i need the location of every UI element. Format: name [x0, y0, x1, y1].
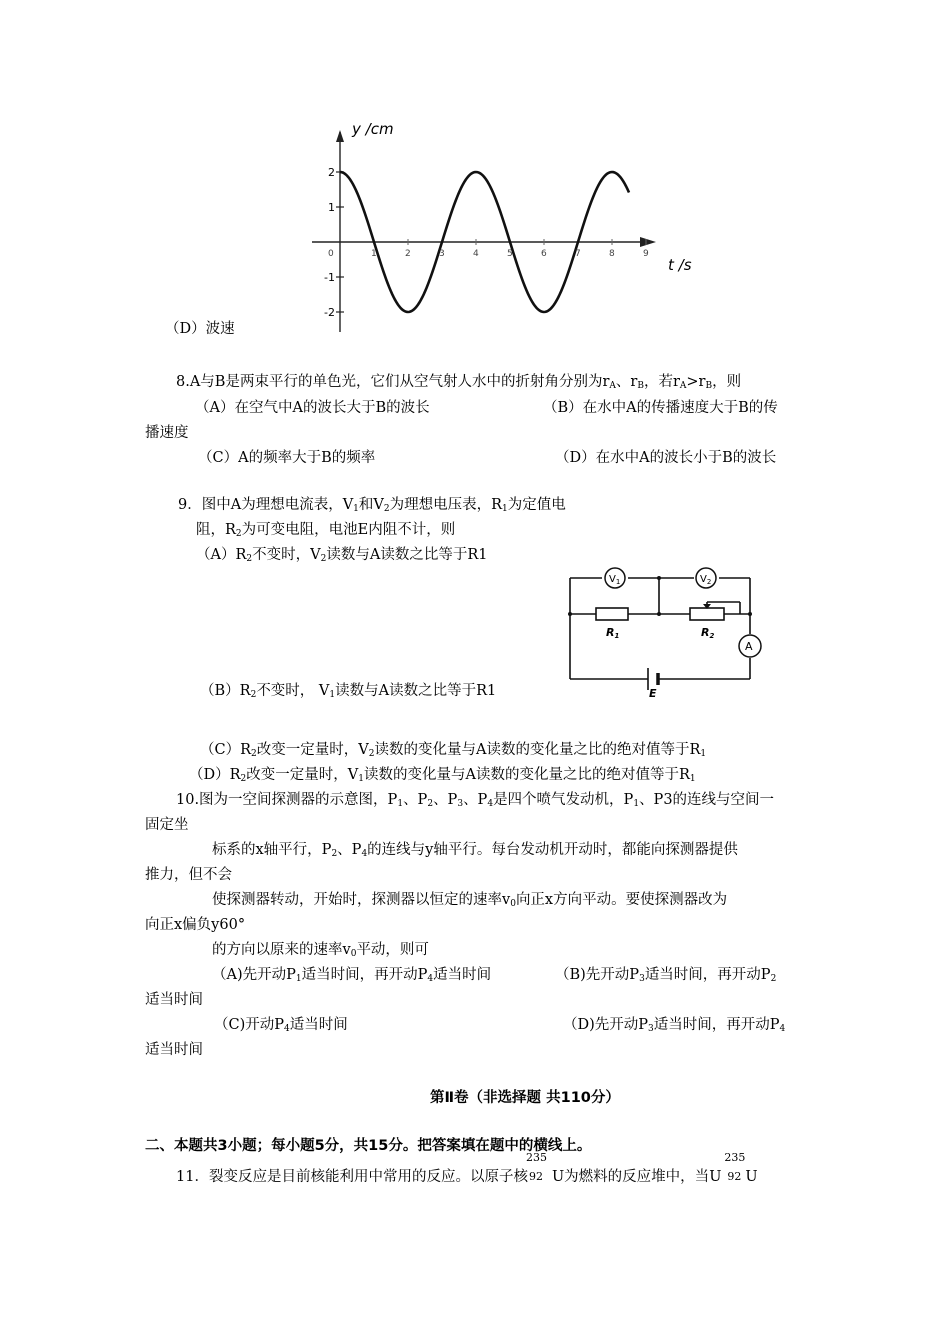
- q8-stem: 8.A与B是两束平行的单色光，它们从空气射人水中的折射角分别为$r_A$、$r_B$，若$r_A>r_B$，则: [176, 374, 742, 391]
- x-tick-label: 7: [575, 249, 581, 259]
- q11-stem: 11．裂变反应是目前核能利用中常用的反应。以原子核 235 92 U为燃料的反应堆中，当U 235 92 U: [176, 1151, 758, 1185]
- q10-line3: 标系的x轴平行，$P_2$、$P_4$的连线与y轴平行。每台发动机开动时，都能向探测器提供: [212, 842, 738, 859]
- q10-option-d: （D)先开动$P_3$适当时间，再开动$P_4$: [563, 1017, 786, 1034]
- svg-text:V1: $V_1$: [609, 574, 621, 586]
- q10-option-b-continued: 适当时间: [145, 992, 203, 1008]
- y-tick-label: 1: [328, 201, 335, 214]
- x-tick-label: 0: [328, 249, 334, 259]
- svg-text:R2: R2: [701, 626, 715, 640]
- q10-line6: 向正x偏负y60°: [145, 917, 246, 933]
- q10-line4: 推力，但不会: [145, 867, 232, 883]
- x-tick-label: 2: [405, 249, 411, 259]
- q9-option-a: $(A)R_2$不变时，$V_2$读数与A读数之比等于R1: [196, 547, 488, 564]
- q10-line2: 固定坐: [145, 817, 189, 833]
- x-tick-label: 6: [541, 249, 547, 259]
- q9-stem-line2: 阻，$R_2$为可变电阻，电池E内阻不计，则: [196, 522, 456, 539]
- svg-text:A: A: [745, 640, 753, 653]
- x-tick-label: 9: [643, 249, 649, 259]
- q8-option-d: （D）在水中A的波长小于B的波长: [555, 450, 777, 466]
- q10-line1: 10.图为一空间探测器的示意图，$P_1$、$P_2$、$P_3$、$P_4$是四个喷气发动机，$P_1$、P3的连线与空间一: [176, 792, 775, 809]
- y-axis-label: y /cm: [352, 120, 394, 138]
- y-tick-label: 2: [328, 166, 335, 179]
- svg-text:E: E: [649, 687, 657, 700]
- x-tick-label: 1: [371, 249, 377, 259]
- q9-option-b: $(B)R_2$不变时， $V_1$读数与A读数之比等于R1: [200, 683, 497, 700]
- q8-option-b: （B）在水中A的传播速度大于B的传: [543, 400, 778, 416]
- nuclide-u235-first: 235 92: [525, 1151, 547, 1183]
- y-tick-label: -2: [324, 306, 335, 319]
- circuit-diagram: [562, 566, 772, 700]
- wave-graph: [300, 120, 692, 350]
- wave-graph-axes: [312, 130, 656, 332]
- x-axis-label: t /s: [668, 256, 692, 274]
- q10-option-a: （A)先开动$P_1$适当时间，再开动$P_4$适当时间: [212, 967, 492, 984]
- rheostat-r2: [690, 608, 724, 620]
- q9-option-d: $(D)R_2$改变一定量时，$V_1$读数的变化量与A读数的变化量之比的绝对值等于$R_1$: [189, 767, 696, 784]
- svg-text:R1: R1: [606, 626, 620, 640]
- section2-title: 第Ⅱ卷（非选择题 共110分）: [430, 1090, 620, 1106]
- section2-heading: 二、本题共3小题；每小题5分，共15分。把答案填在题中的横线上。: [145, 1138, 592, 1154]
- q8-option-b-continued: 播速度: [145, 425, 189, 441]
- y-tick-label: -1: [324, 271, 335, 284]
- q10-option-b: （B)先开动$P_3$适当时间，再开动$P_2$: [555, 967, 777, 984]
- svg-text:V2: $V_2$: [700, 574, 712, 586]
- x-tick-label: 8: [609, 249, 615, 259]
- q8-option-a: （A）在空气中A的波长大于B的波长: [195, 400, 430, 416]
- nuclide-u235-second: 235 92: [724, 1151, 746, 1183]
- q9-stem-line1: 9．图中A为理想电流表，$V_1$和$V_2$为理想电压表，$R_1$为定值电: [178, 497, 566, 514]
- x-tick-label: 5: [507, 249, 513, 259]
- q10-line5: 使探测器转动，开始时，探测器以恒定的速率$v_0$向正x方向平动。要使探测器改为: [212, 892, 728, 909]
- x-tick-label: 4: [473, 249, 479, 259]
- q7-option-d: （D）波速: [165, 321, 235, 337]
- x-tick-labels: [328, 249, 649, 259]
- resistor-r1: [596, 608, 628, 620]
- q10-option-c: （C)开动$P_4$适当时间: [214, 1017, 348, 1034]
- q10-line7: 的方向以原来的速率$v_0$平动，则可: [212, 942, 429, 959]
- q9-option-c: $(C)R_2$改变一定量时，$V_2$读数的变化量与A读数的变化量之比的绝对值等于$R_1$: [200, 742, 707, 759]
- q8-option-c: （C）A的频率大于B的频率: [198, 450, 376, 466]
- q10-option-d-continued: 适当时间: [145, 1042, 203, 1058]
- x-tick-label: 3: [439, 249, 445, 259]
